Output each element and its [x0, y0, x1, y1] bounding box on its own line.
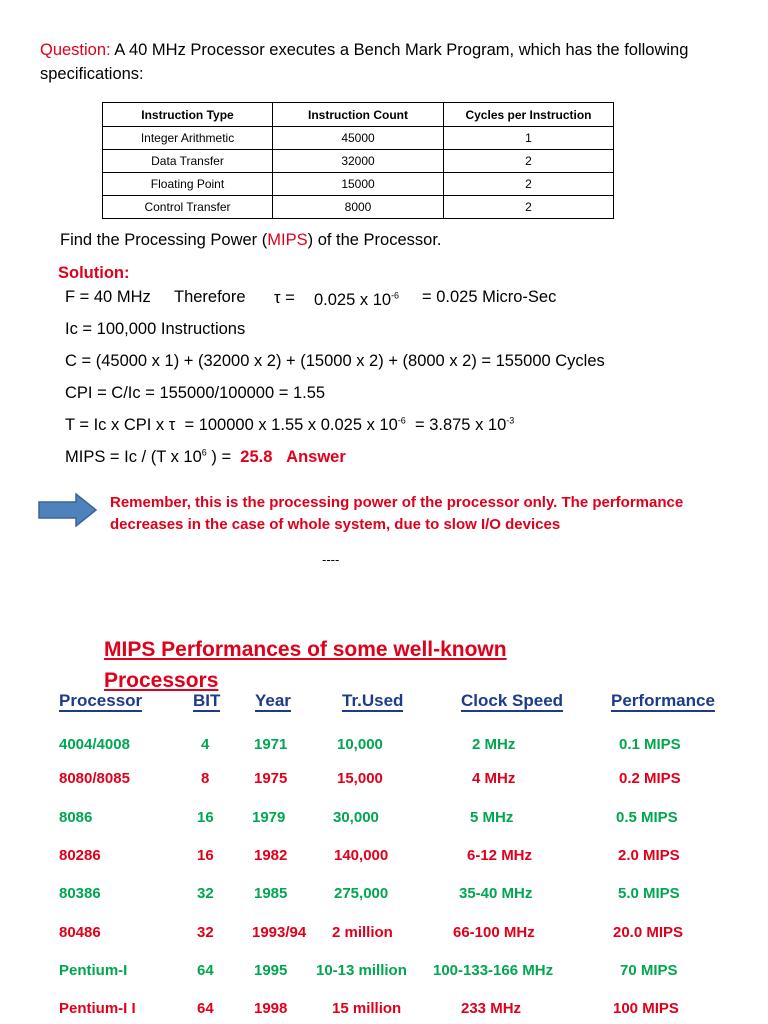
table-row — [103, 173, 614, 196]
question-text — [40, 38, 740, 86]
spec-table — [102, 102, 614, 219]
t-line-mid: = 100000 x 1.55 x 0.025 x 10 — [184, 416, 398, 434]
cell-year: 1985 — [254, 885, 288, 902]
cell-bit: 32 — [197, 885, 214, 902]
mips-line — [65, 448, 346, 467]
spec-table-header-row — [103, 103, 614, 127]
cell-tr-used: 275,000 — [334, 885, 389, 902]
header-year — [255, 691, 291, 711]
f-line-f: F = 40 MHz — [65, 288, 151, 306]
find-before: Find the Processing Power ( — [60, 231, 268, 249]
separator-dashes: ---- — [322, 552, 340, 567]
header-bit-text: BIT — [193, 691, 221, 710]
spec-header-cpi: Cycles per Instruction — [444, 103, 614, 127]
spec-cell: Integer Arithmetic — [103, 127, 273, 150]
cell-year: 1975 — [254, 770, 288, 787]
header-performance — [611, 691, 715, 711]
cell-clock: 233 MHz — [461, 1000, 522, 1017]
cell-clock: 5 MHz — [470, 809, 514, 826]
cell-bit: 16 — [197, 847, 214, 864]
table-row — [103, 150, 614, 173]
mips-line-rhs: ) = — [211, 448, 232, 466]
header-processor-text: Processor — [59, 691, 143, 710]
f-line-value — [314, 291, 399, 310]
cell-year: 1993/94 — [252, 924, 307, 941]
cell-processor: 80286 — [59, 847, 101, 864]
spec-cell: Data Transfer — [103, 150, 273, 173]
header-clock-speed — [461, 691, 563, 711]
find-highlight: MIPS — [267, 231, 308, 249]
find-line — [60, 231, 442, 250]
cell-bit: 64 — [197, 1000, 214, 1017]
spec-header-count: Instruction Count — [273, 103, 444, 127]
cpi-line: CPI = C/Ic = 155000/100000 = 1.55 — [65, 384, 326, 402]
cell-clock: 66-100 MHz — [453, 924, 535, 941]
spec-cell: 1 — [444, 127, 614, 150]
header-year-text: Year — [255, 691, 291, 710]
cell-processor: 80386 — [59, 885, 101, 902]
cell-year: 1979 — [252, 809, 286, 826]
cell-performance: 0.5 MIPS — [616, 809, 678, 826]
mips-table-title: MIPS Performances of some well-known Processors — [104, 638, 507, 692]
question-label: Question: — [40, 41, 111, 59]
cell-clock: 2 MHz — [472, 736, 516, 753]
t-line-lhs: T = Ic x CPI x — [65, 416, 165, 434]
spec-header-type: Instruction Type — [103, 103, 273, 127]
header-bit — [193, 691, 220, 711]
solution-label: Solution: — [58, 264, 130, 282]
header-processor — [59, 691, 142, 711]
cell-performance: 70 MIPS — [620, 962, 678, 979]
ic-line: Ic = 100,000 Instructions — [65, 320, 246, 338]
spec-cell: Floating Point — [103, 173, 273, 196]
cell-year: 1971 — [254, 736, 288, 753]
table-row — [103, 127, 614, 150]
cell-tr-used: 15,000 — [337, 770, 383, 787]
spec-cell: 45000 — [273, 127, 444, 150]
cell-bit: 16 — [197, 809, 214, 826]
c-line: C = (45000 x 1) + (32000 x 2) + (15000 x 2) + (8000 x 2) = 155000 Cycles — [65, 352, 605, 370]
cell-tr-used: 10,000 — [337, 736, 383, 753]
cell-processor: Pentium-I — [59, 962, 128, 979]
spec-cell: 8000 — [273, 196, 444, 219]
right-arrow-icon — [38, 493, 98, 527]
f-line-exp: -6 — [391, 290, 400, 301]
f-line-value-text: 0.025 x 10 — [314, 291, 392, 309]
t-line-tau: τ — [168, 416, 176, 434]
cell-clock: 4 MHz — [472, 770, 516, 787]
t-line-exp1: -6 — [397, 415, 406, 426]
cell-performance: 5.0 MIPS — [618, 885, 680, 902]
cell-tr-used: 2 million — [332, 924, 393, 941]
cell-tr-used: 140,000 — [334, 847, 389, 864]
cell-year: 1998 — [254, 1000, 288, 1017]
spec-cell: 15000 — [273, 173, 444, 196]
mips-result: 25.8 — [240, 448, 273, 466]
f-line-therefore: Therefore — [174, 288, 246, 306]
cell-year: 1995 — [254, 962, 288, 979]
cell-performance: 0.1 MIPS — [619, 736, 681, 753]
cell-performance: 2.0 MIPS — [618, 847, 680, 864]
cell-processor: Pentium-I I — [59, 1000, 136, 1017]
header-tr-used — [342, 691, 403, 711]
t-line-exp2: -3 — [506, 415, 515, 426]
cell-bit: 4 — [201, 736, 210, 753]
cell-clock: 6-12 MHz — [467, 847, 533, 864]
cell-performance: 20.0 MIPS — [613, 924, 684, 941]
header-clock-speed-text: Clock Speed — [461, 691, 564, 710]
cell-clock: 100-133-166 MHz — [433, 962, 554, 979]
cell-clock: 35-40 MHz — [459, 885, 533, 902]
spec-cell: 2 — [444, 150, 614, 173]
cell-tr-used: 30,000 — [333, 809, 379, 826]
cell-processor: 8080/8085 — [59, 770, 130, 787]
spec-cell: 2 — [444, 173, 614, 196]
cell-processor: 80486 — [59, 924, 101, 941]
cell-year: 1982 — [254, 847, 288, 864]
spec-cell: 2 — [444, 196, 614, 219]
f-line-tau: τ = — [274, 289, 295, 307]
cell-bit: 64 — [197, 962, 214, 979]
mips-line-exp: 6 — [201, 447, 207, 458]
answer-label: Answer — [286, 448, 346, 466]
spec-cell: 32000 — [273, 150, 444, 173]
cell-processor: 8086 — [59, 809, 93, 826]
find-after: ) of the Processor. — [307, 231, 442, 249]
cell-tr-used: 15 million — [332, 1000, 402, 1017]
remember-note: Remember, this is the processing power of the processor only. The performance decreases in the case of whole system, due to slow I/O devices — [110, 494, 684, 533]
header-tr-used-text: Tr.Used — [342, 691, 404, 710]
spec-cell: Control Transfer — [103, 196, 273, 219]
f-line-eq: = 0.025 Micro-Sec — [422, 288, 557, 306]
t-line-eq: = 3.875 x 10 — [414, 416, 507, 434]
cell-tr-used: 10-13 million — [316, 962, 407, 979]
cell-performance: 100 MIPS — [613, 1000, 679, 1017]
cell-processor: 4004/4008 — [59, 736, 130, 753]
mips-line-lhs: MIPS = Ic / (T x 10 — [65, 448, 202, 466]
t-line — [65, 416, 514, 435]
question-body: A 40 MHz Processor executes a Bench Mark Program, which has the following specifications: — [40, 41, 689, 83]
header-performance-text: Performance — [611, 691, 715, 710]
table-row — [103, 196, 614, 219]
cell-bit: 32 — [197, 924, 214, 941]
cell-performance: 0.2 MIPS — [619, 770, 681, 787]
cell-bit: 8 — [201, 770, 210, 787]
